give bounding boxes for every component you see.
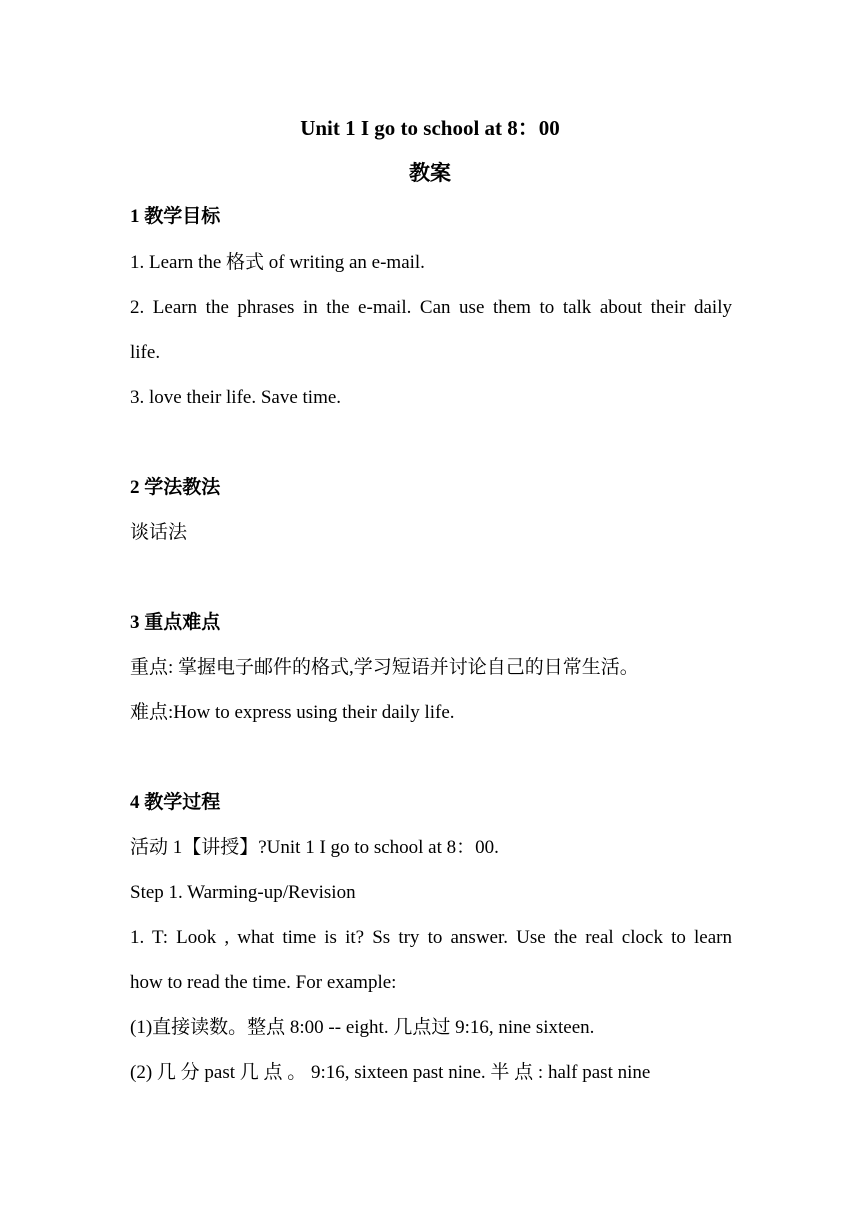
step-1-text: Step 1. Warming-up/Revision (130, 882, 356, 903)
process-paragraph-3: (2) 几 分 past 几 点 。 9:16, sixteen past nine. 半 点 : half past nine (130, 1062, 651, 1083)
section-heading-key-points: 3 重点难点 (130, 612, 221, 633)
methods-text: 谈话法 (130, 522, 188, 543)
process-paragraph-1-line-1: 1. T: Look , what time is it? Ss try to answer. Use the real clock to learn (130, 927, 732, 948)
difficult-point-text: 难点:How to express using their daily life. (130, 702, 455, 723)
objective-item-3: 3. love their life. Save time. (130, 387, 342, 408)
document-title: Unit 1 I go to school at 8：00 (300, 116, 560, 140)
process-paragraph-1-line-2: how to read the time. For example: (130, 972, 397, 993)
objective-item-2-line-2: life. (130, 342, 161, 363)
document-subtitle: 教案 (409, 161, 451, 185)
activity-1-text: 活动 1【讲授】?Unit 1 I go to school at 8：00. (130, 837, 499, 858)
process-paragraph-2: (1)直接读数。整点 8:00 -- eight. 几点过 9:16, nine sixteen. (130, 1017, 595, 1038)
key-point-text: 重点: 掌握电子邮件的格式,学习短语并讨论自己的日常生活。 (130, 657, 639, 678)
section-heading-process: 4 教学过程 (130, 792, 221, 813)
objective-item-2-line-1: 2. Learn the phrases in the e-mail. Can use them to talk about their daily (130, 297, 732, 318)
objective-item-1: 1. Learn the 格式 of writing an e-mail. (130, 252, 425, 273)
section-heading-methods: 2 学法教法 (130, 477, 221, 498)
section-heading-objectives: 1 教学目标 (130, 206, 221, 227)
